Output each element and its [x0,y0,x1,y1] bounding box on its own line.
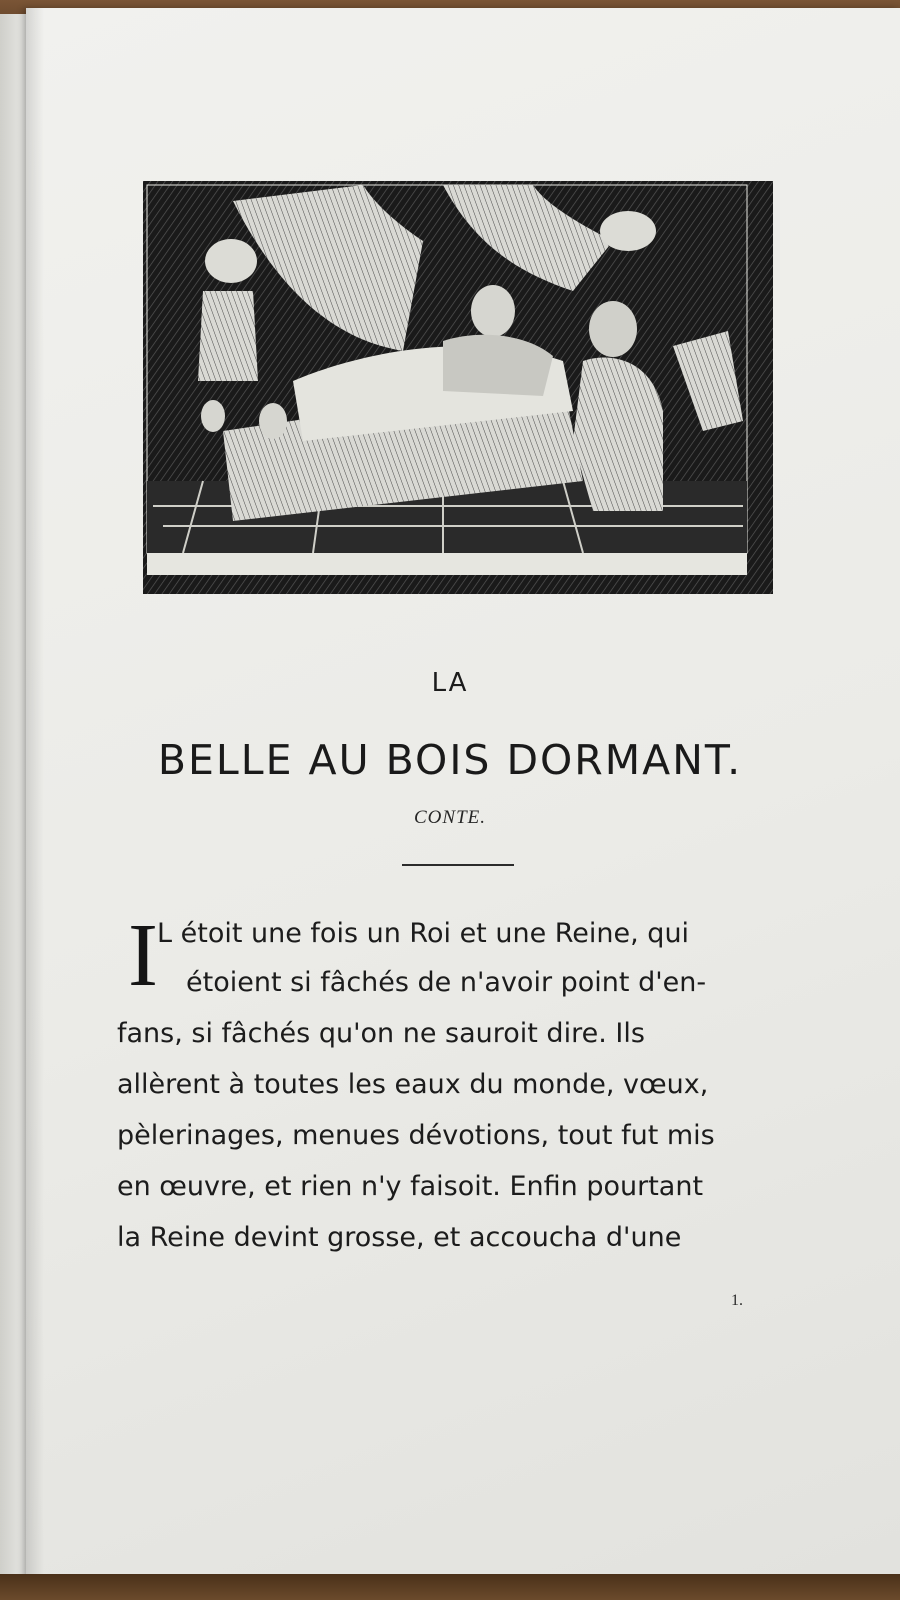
body-line-7: la Reine devint grosse, et accoucha d'une [117,1222,682,1253]
story-title: BELLE AU BOIS DORMANT. [157,736,743,784]
wooden-table-bottom [0,1574,900,1600]
body-line-2: étoient si fâchés de n'avoir point d'en- [186,967,707,998]
bedchamber-engraving-icon [143,181,773,594]
drop-cap: I [128,906,158,1005]
page-number: 1. [731,1292,743,1309]
body-line-1: L étoit une fois un Roi et une Reine, qui [157,918,690,949]
page-gutter-shadow [26,8,44,1582]
pre-title: LA [431,668,469,698]
body-line-5: pèlerinages, menues dévotions, tout fut mis [117,1120,715,1151]
body-line-3: fans, si fâchés qu'on ne sauroit dire. Ils [117,1018,645,1049]
body-line-4: allèrent à toutes les eaux du monde, vœux, [117,1069,709,1100]
subtitle: CONTE. [414,807,486,828]
body-line-6: en œuvre, et rien n'y faisoit. Enfin pourtant [117,1171,704,1202]
title-divider [402,864,514,866]
